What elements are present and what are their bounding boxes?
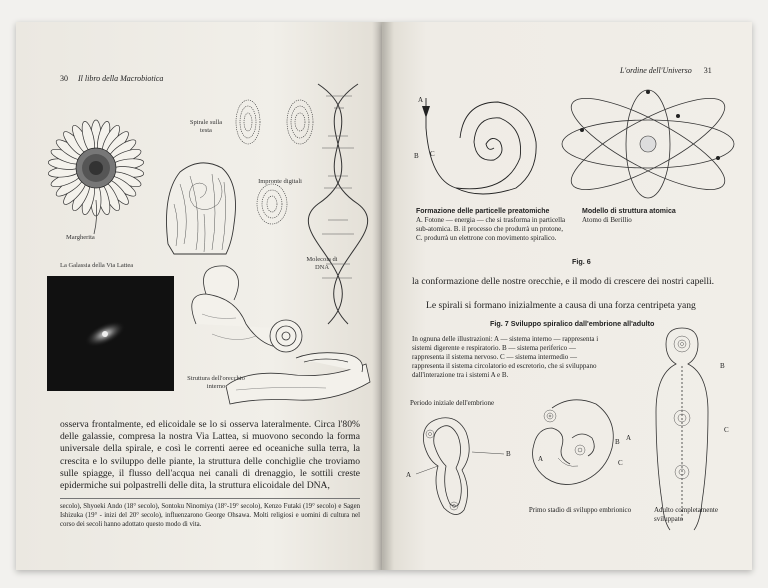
fig6-letter-c: C: [430, 150, 435, 158]
fig6-caption-right: [582, 207, 722, 225]
left-page-title: Il libro della Macrobiotica: [78, 74, 164, 83]
adult-body-diagram: [642, 322, 722, 532]
book-spine: [372, 22, 394, 570]
fingerprints-label: Impronte digitali: [258, 178, 302, 185]
fig6-label: Fig. 6: [572, 257, 591, 266]
left-footnote: secolo), Shyoeki Ando (18° secolo), Sontoku Ninomiya (18°-19° secolo), Kenzo Futaki (19° secolo) e Sagen Ishizuka (19° - inizi del 20° secolo), influenzarono George Ohsawa. Molti religiosi e uomini di cultura nel corso dei secoli hanno adottato questo modo di vita.: [60, 498, 360, 529]
open-book: [16, 22, 752, 570]
fig6-letter-a: A: [418, 96, 424, 104]
fig7-embryo2-letter-c: C: [618, 459, 623, 467]
left-page-number: 30: [60, 74, 68, 83]
right-page-number: 31: [703, 66, 712, 75]
right-page: [382, 22, 752, 570]
fig7-embryo1-letter-b: B: [506, 450, 511, 458]
fig7-title: Fig. 7 Sviluppo spiralico dall'embrione all'adulto: [490, 319, 655, 328]
fig6-caption-left-text: A. Fotone — energia — che si trasforma in particella sub-atomica. B. il processo che produrrà un protone, C. produrrà un elettrone con movimento spiralico.: [416, 216, 566, 242]
fig7-adult-letter-c: C: [724, 426, 729, 434]
fig7-embryo1-leaders: [412, 422, 512, 482]
right-body-para2: Le spirali si formano inizialmente a causa di una forza centripeta yang: [426, 300, 696, 311]
fig7-embryo2-letter-a: A: [538, 455, 544, 463]
fig6-letter-b: B: [414, 152, 419, 160]
fig7-adult-letter-a: A: [626, 434, 632, 442]
fig7-adult-letter-b: B: [720, 362, 725, 370]
fig7-description: In ognuna delle illustrazioni: A — sistema interno — rappresenta i sistemi digerente e respiratorio. B — sistema periferico — rappresenta il sistema nervoso. C — sistema intermedio — rappresenta il sistema circolatorio ed escretorio, che si sviluppano dall'interazione tra i sistemi A e B.: [412, 335, 599, 379]
inner-ear-label: Struttura dell'orecchio interno: [187, 375, 245, 390]
galaxy-photo: [47, 276, 174, 391]
right-page-title: L'ordine dell'Universo: [620, 66, 692, 75]
left-page: [16, 22, 382, 570]
daisy-label: Margherita: [66, 234, 95, 241]
left-body-text: osserva frontalmente, ed elicoidale se lo si osserva lateralmente. Circa l'80% delle galassie, compresa la nostra Via Lattea, si muovono secondo la forma universale della spirale, e così le correnti aeree ed oceaniche sulla terra, la crescita e lo sviluppo delle piante, la struttura delle conchiglie che troviamo sulle spiagge, il flusso dell'acqua nei canali di drenaggio, le sottili creste epidermiche sui polpastrelli delle dita, la struttura elicoidale del DNA,: [60, 419, 360, 492]
dna-label: Molecola di DNA: [306, 256, 338, 271]
right-page-header: [620, 66, 712, 75]
head-spiral-illustration: [160, 154, 240, 256]
fig7-stage2-label: Primo stadio di sviluppo embrionico: [528, 506, 632, 514]
mid-embryo-diagram: [522, 394, 622, 498]
particle-formation-diagram: [420, 88, 550, 206]
head-spiral-label: Spirale sulla testa: [189, 119, 223, 134]
left-page-header: [60, 74, 163, 83]
atom-model-diagram: [558, 88, 738, 198]
fig7-embryo2-letter-b: B: [615, 438, 620, 446]
right-body-para1: la conformazione delle nostre orecchie, e il modo di crescere dei nostri capelli.: [412, 276, 715, 287]
fig7-stage3-label: Adulto completamente sviluppato: [654, 506, 718, 523]
fig7-embryo1-letter-a: A: [406, 471, 412, 479]
fig6-caption-left: [416, 207, 566, 243]
fig6-caption-right-text: Atomo di Berillio: [582, 216, 632, 224]
fig6-caption-right-title: Modello di struttura atomica: [582, 208, 676, 215]
fig6-caption-left-title: Formazione delle particelle preatomiche: [416, 208, 550, 215]
fig7-stage1-label: Periodo iniziale dell'embrione: [410, 399, 495, 407]
daisy-illustration: [38, 108, 158, 236]
galaxy-label: La Galassia della Via Lattea: [60, 262, 134, 269]
